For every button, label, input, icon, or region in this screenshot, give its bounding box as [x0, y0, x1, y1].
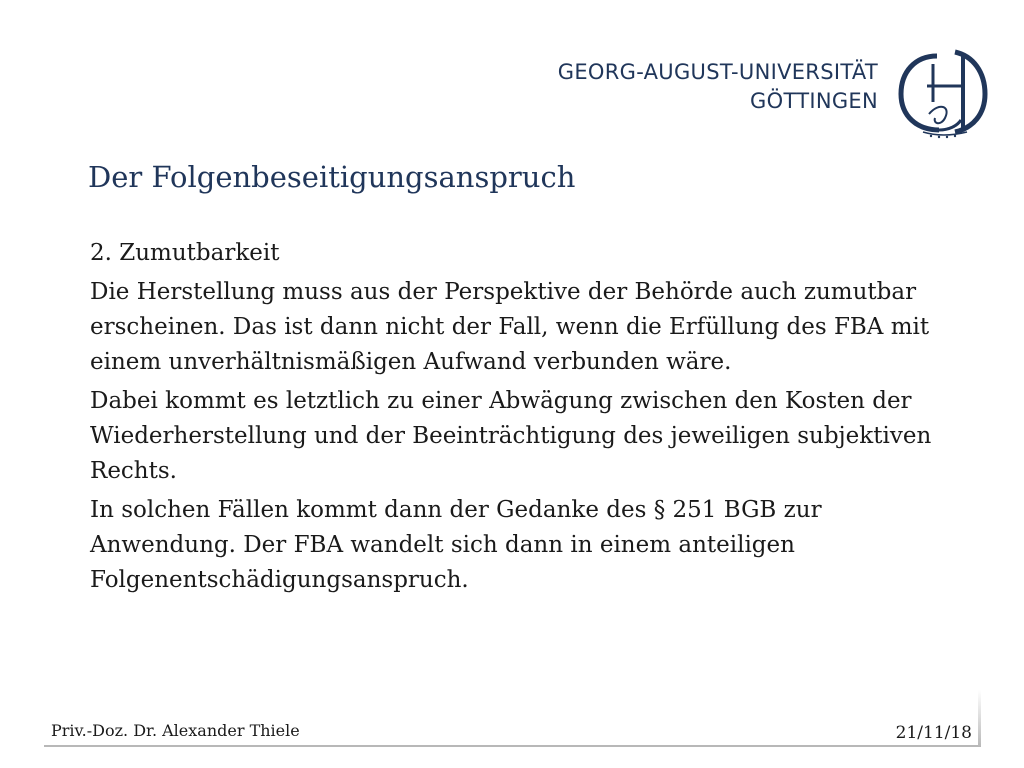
body-paragraph: Die Herstellung muss aus der Perspektive der Behörde auch zumutbar erscheinen. Das ist dann nicht der Fall, wenn die Erfüllung des FBA mit einem unverhältnismäßigen Aufwand verbunden wäre.: [90, 279, 930, 375]
footer-author: Priv.-Doz. Dr. Alexander Thiele: [51, 721, 300, 740]
university-seal-icon: [893, 42, 993, 142]
university-name-line1: GEORG-AUGUST-UNIVERSITÄT: [557, 60, 878, 84]
footer-side-divider: [978, 690, 981, 747]
university-name-line2: GÖTTINGEN: [750, 89, 878, 113]
footer-divider: [44, 745, 980, 747]
slide-title: Der Folgenbeseitigungsanspruch: [88, 160, 576, 194]
footer-date: 21/11/18: [895, 723, 972, 743]
body-paragraph: In solchen Fällen kommt dann der Gedanke des § 251 BGB zur Anwendung. Der FBA wandelt sich dann in einem anteiligen Folgenentschädigungsanspruch.: [90, 497, 822, 593]
slide-body: [90, 236, 960, 602]
body-paragraph: Dabei kommt es letztlich zu einer Abwägung zwischen den Kosten der Wiederherstellung und der Beeinträchtigung des jeweiligen subjektiven Rechts.: [90, 388, 932, 484]
slide-subheading: 2. Zumutbarkeit: [90, 240, 280, 266]
university-name: [558, 58, 878, 116]
